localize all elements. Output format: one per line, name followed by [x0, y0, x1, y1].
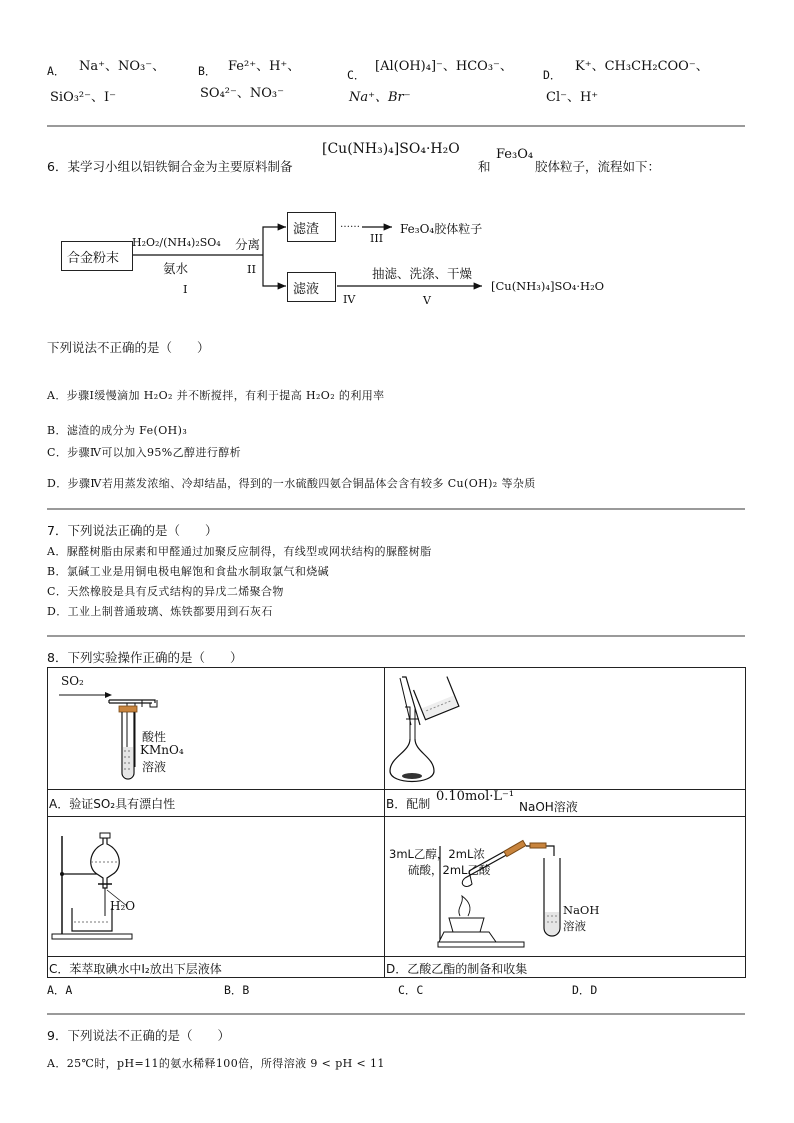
flow-step-3: III	[370, 232, 384, 245]
q6-stem-fe3o4: Fe₃O₄	[496, 147, 534, 162]
divider	[47, 635, 745, 637]
q9-option-a: A．25℃时，pH=11的氨水稀释100倍，所得溶液 9 < pH < 11	[47, 1057, 385, 1070]
q5-option-a-line1: Na⁺、NO₃⁻、	[79, 59, 166, 74]
q8-answer-a: A．A	[47, 983, 73, 997]
q5-option-c-line1: [Al(OH)₄]⁻、HCO₃⁻、	[375, 59, 513, 74]
q8-a-label-acidic: 酸性	[142, 730, 167, 744]
q5-option-a-line2: SiO₃²⁻、I⁻	[50, 90, 117, 105]
q5-option-c-line2: Na⁺、Br⁻	[349, 90, 411, 105]
q6-option-c: C．步骤Ⅳ可以加入95%乙醇进行醇析	[47, 446, 242, 459]
q6-stem-prefix: 6．某学习小组以铝铁铜合金为主要原料制备	[47, 159, 293, 174]
q7-option-d: D．工业上制普通玻璃、炼铁都要用到石灰石	[47, 605, 273, 618]
flow-residue-label: 滤渣	[293, 222, 320, 237]
flow-step-5: V	[423, 294, 431, 307]
q8-caption-b-suffix: NaOH溶液	[519, 800, 578, 814]
q5-option-d-line1: K⁺、CH₃CH₂COO⁻、	[575, 59, 709, 74]
flow-step-2: II	[247, 262, 257, 276]
q8-b-apparatus	[384, 667, 746, 789]
q8-d-reagent-line2: 硫酸，2mL乙酸	[408, 863, 491, 877]
q8-caption-c: C．苯萃取碘水中I₂放出下层液体	[49, 962, 222, 976]
flow-start-label: 合金粉末	[67, 251, 120, 266]
q6-ask: 下列说法不正确的是（ ）	[47, 340, 210, 355]
q8-d-apparatus	[384, 816, 746, 956]
q5-option-d-line2: Cl⁻、H⁺	[546, 90, 599, 105]
q8-answer-b: B．B	[224, 983, 250, 997]
q5-option-a-letter: A．	[47, 64, 66, 78]
q8-a-label-kmno4: KMnO₄	[140, 743, 184, 757]
q6-option-d: D．步骤Ⅳ若用蒸发浓缩、冷却结晶，得到的一水硫酸四氨合铜晶体会含有较多 Cu(OH)₂ 等杂质	[47, 477, 536, 490]
flow-product-fe3o4: Fe₃O₄胶体粒子	[400, 222, 483, 236]
q8-caption-b-concentration: 0.10mol·L⁻¹	[436, 789, 515, 804]
flow-reagent-bottom: 氨水	[163, 261, 189, 276]
q6-stem-suffix: 胶体粒子，流程如下：	[535, 159, 661, 174]
q6-option-a: A．步骤Ⅰ缓慢滴加 H₂O₂ 并不断搅拌，有利于提高 H₂O₂ 的利用率	[47, 389, 385, 402]
q8-caption-b-prefix: B．配制	[386, 797, 431, 811]
caption-divider	[47, 956, 746, 957]
q8-a-so2-label: SO₂	[61, 674, 84, 688]
flow-dots: ……	[340, 219, 360, 230]
flow-filtrate-label: 滤液	[293, 282, 320, 297]
flow-separate: 分离	[235, 237, 261, 252]
q5-option-d-letter: D．	[543, 68, 562, 82]
q7-option-a: A．脲醛树脂由尿素和甲醛通过加聚反应制得，有线型或网状结构的脲醛树脂	[47, 545, 432, 558]
divider	[47, 508, 745, 510]
q8-answer-c: C．C	[398, 983, 424, 997]
q5-option-b-line2: SO₄²⁻、NO₃⁻	[200, 86, 284, 101]
q7-stem: 7．下列说法正确的是（ ）	[47, 523, 218, 538]
q6-option-b: B．滤渣的成分为 Fe(OH)₃	[47, 424, 188, 437]
q8-c-water-label: H₂O	[110, 899, 136, 913]
q7-option-b: B．氯碱工业是用铜电极电解饱和食盐水制取氯气和烧碱	[47, 565, 330, 578]
q5-option-b-letter: B．	[198, 64, 217, 78]
q8-a-apparatus	[47, 667, 385, 789]
q6-stem-and: 和	[478, 159, 491, 174]
flow-operations: 抽滤、洗涤、干燥	[372, 266, 473, 281]
q5-option-c-letter: C．	[347, 68, 366, 82]
q8-c-apparatus	[47, 816, 385, 956]
q5-option-b-line1: Fe²⁺、H⁺、	[228, 59, 301, 74]
q7-option-c: C．天然橡胶是具有反式结构的异戊二烯聚合物	[47, 585, 284, 598]
q8-d-solution-label: 溶液	[563, 919, 586, 933]
flow-product-copper-complex: [Cu(NH₃)₄]SO₄·H₂O	[491, 279, 605, 293]
q8-a-label-solution: 溶液	[142, 760, 167, 774]
q8-d-reagent-line1: 3mL乙醇，2mL浓	[389, 847, 485, 861]
q8-answer-d: D．D	[572, 983, 598, 997]
q9-stem: 9．下列说法不正确的是（ ）	[47, 1028, 230, 1043]
flow-reagent-top: H₂O₂/(NH₄)₂SO₄	[132, 236, 221, 249]
caption-divider	[47, 789, 746, 790]
q8-caption-a: A．验证SO₂具有漂白性	[49, 797, 176, 811]
q8-stem: 8．下列实验操作正确的是（ ）	[47, 650, 243, 665]
flow-step-4: IV	[343, 293, 356, 306]
q6-stem-formula: [Cu(NH₃)₄]SO₄·H₂O	[322, 141, 460, 157]
flow-step-1: I	[183, 282, 188, 296]
q8-caption-d: D．乙酸乙酯的制备和收集	[386, 962, 528, 976]
divider	[47, 1013, 745, 1015]
q8-d-naoh-label: NaOH	[563, 903, 600, 917]
